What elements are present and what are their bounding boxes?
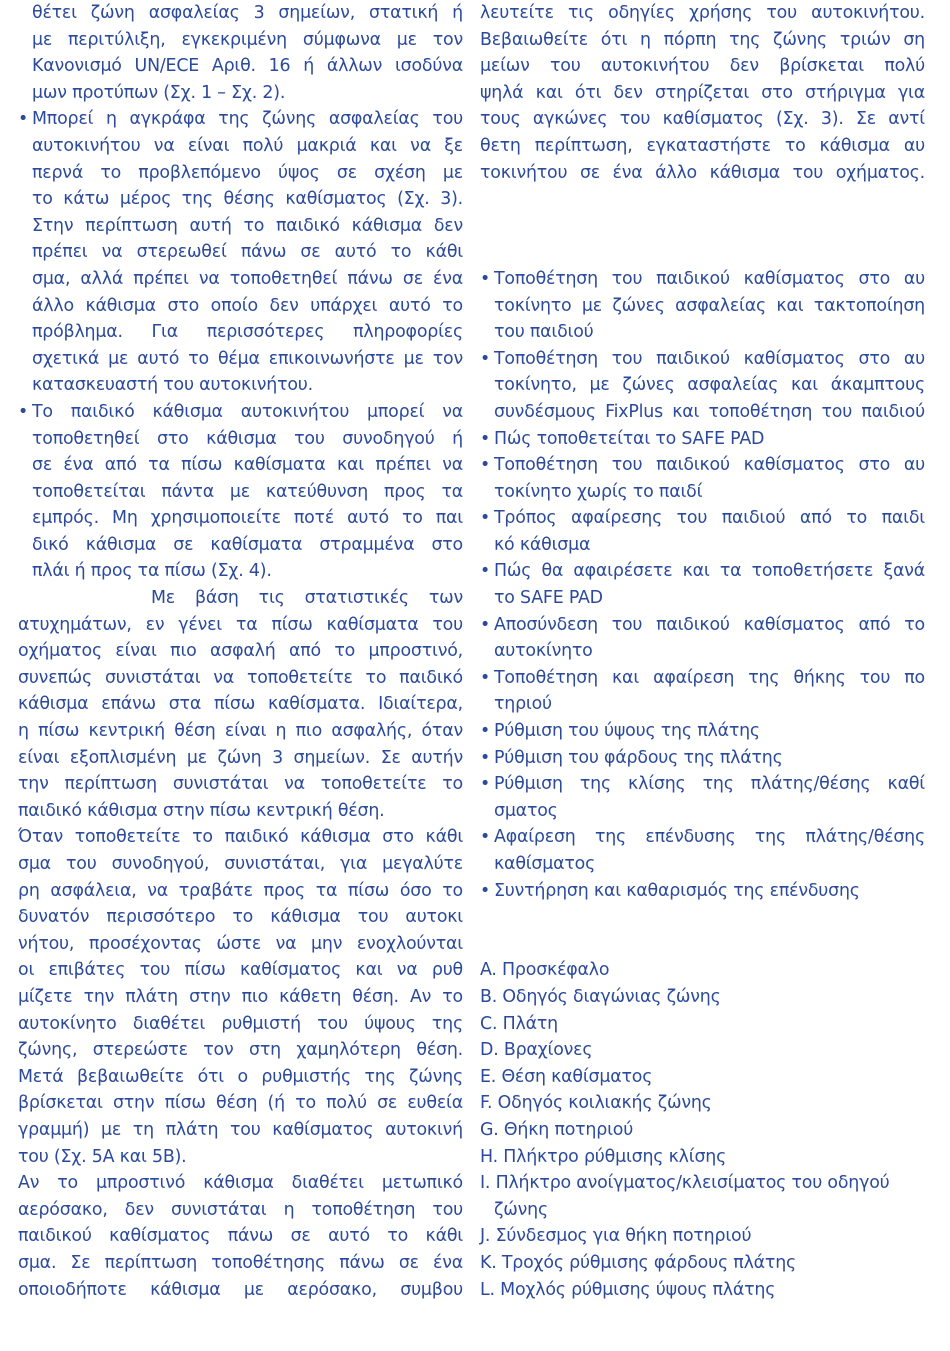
text-line: ψηλά και ότι δεν στηρίζεται στο στήριγμα για bbox=[480, 82, 925, 103]
part-label-line: D. Βραχίονες bbox=[480, 1040, 593, 1061]
contents-line: • Τοποθέτηση του παιδικού καθίσματος στο αυ bbox=[480, 346, 925, 373]
text-line: τοποθετείται πάντα με κατεύθυνση προς τα bbox=[32, 481, 463, 502]
text-line: πλάι ή προς τα πίσω (Σχ. 4). bbox=[32, 561, 272, 582]
text-line: παιδικού καθίσματος πάνω σε αυτό το κάθι bbox=[18, 1226, 463, 1247]
text-line: Στην περίπτωση αυτή το παιδικό κάθισμα δεν bbox=[32, 215, 463, 236]
text-line: σμα, αλλά πρέπει να τοποθετηθεί πάνω σε ένα bbox=[32, 268, 463, 289]
text-line: πρέπει να στερεωθεί πάνω σε αυτό το κάθι bbox=[32, 242, 463, 263]
contents-line: κό κάθισμα bbox=[494, 534, 591, 555]
text-line: ατυχημάτων, εν γένει τα πίσω καθίσματα του bbox=[18, 614, 463, 635]
text-line: μείων του αυτοκινήτου δεν βρίσκεται πολύ bbox=[480, 56, 925, 77]
spacer bbox=[480, 186, 925, 213]
text-line: με περιτύλιξη, εγκεκριμένη σύμφωνα με τον bbox=[32, 29, 463, 50]
spacer bbox=[480, 239, 925, 266]
contents-line: • Πώς τοποθετείται το SAFE PAD bbox=[480, 426, 925, 453]
right-column bbox=[480, 0, 925, 1303]
text-line: αυτοκίνητο διαθέτει ρυθμιστή του ύψους της bbox=[18, 1013, 463, 1034]
text-line: την περίπτωση συνιστάται να τοποθετείτε το bbox=[18, 774, 463, 795]
part-label-line: A. Προσκέφαλο bbox=[480, 960, 610, 981]
contents-line: • Τοποθέτηση και αφαίρεση της θήκης του πο bbox=[480, 665, 925, 692]
contents-line: συνδέσμους FixPlus και τοποθέτηση του παιδιού bbox=[494, 401, 925, 422]
text-line: πρόβλημα. Για περισσότερες πληροφορίες bbox=[32, 322, 463, 343]
text-line: παιδικό κάθισμα στην πίσω κεντρική θέση. bbox=[18, 800, 385, 821]
text-line: είναι εξοπλισμένη με ζώνη 3 σημείων. Σε αυτήν bbox=[18, 747, 463, 768]
text-line: σμα του συνοδηγού, συνιστάται, για μεγαλύτε bbox=[18, 854, 463, 874]
contents-line: • Ρύθμιση του φάρδους της πλάτης bbox=[480, 745, 925, 772]
text-line: νήτου, προσέχοντας ώστε να μην ενοχλούνται bbox=[18, 933, 463, 954]
part-label-line: F. Οδηγός κοιλιακής ζώνης bbox=[480, 1093, 712, 1114]
text-line: βρίσκεται στην πίσω θέση (ή το πολύ σε ευθεία bbox=[18, 1093, 463, 1114]
text-line: σχετικά με αυτό το θέμα επικοινωνήστε με τον bbox=[32, 348, 463, 369]
part-label-line: J. Σύνδεσμος για θήκη ποτηριού bbox=[480, 1226, 752, 1247]
part-label-line: L. Μοχλός ρύθμισης ύψους πλάτης bbox=[480, 1279, 776, 1300]
text-line: Βεβαιωθείτε ότι η πόρπη της ζώνης τριών ση bbox=[480, 29, 925, 50]
contents-list bbox=[480, 266, 925, 904]
text-line: Μετά βεβαιωθείτε ότι ο ρυθμιστής της ζώνης bbox=[18, 1066, 463, 1087]
contents-line: τοκίνητο, με ζώνες ασφαλείας και άκαμπτους bbox=[494, 375, 925, 396]
contents-line: τοκίνητο με ζώνες ασφαλείας και τακτοποίηση bbox=[494, 295, 925, 316]
text-line: Αν το μπροστινό κάθισμα διαθέτει μετωπικό bbox=[18, 1173, 463, 1194]
text-line: Όταν τοποθετείτε το παιδικό κάθισμα στο κάθι bbox=[18, 827, 463, 848]
text-line: θέτει ζώνη ασφαλείας 3 σημείων, στατική ή bbox=[32, 3, 463, 23]
text-line: κατασκευαστή του αυτοκινήτου. bbox=[32, 375, 313, 396]
text-line: δυνατόν περισσότερο το κάθισμα του αυτοκι bbox=[18, 907, 463, 928]
text-line: περνά το προβλεπόμενο ύψος σε σχέση με bbox=[32, 162, 463, 183]
contents-line: • Τοποθέτηση του παιδικού καθίσματος στο αυ bbox=[480, 266, 925, 293]
text-line: οχήματος είναι πιο ασφαλή από το μπροστινό, bbox=[18, 641, 463, 662]
contents-line: σματος bbox=[494, 800, 558, 821]
text-line: άλλο κάθισμα στο οποίο δεν υπάρχει αυτό το bbox=[32, 295, 463, 316]
text-line: η πίσω κεντρική θέση είναι η πιο ασφαλής, όταν bbox=[18, 721, 463, 742]
part-label-line: B. Οδηγός διαγώνιας ζώνης bbox=[480, 986, 721, 1007]
contents-line: τοκίνητο χωρίς το παιδί bbox=[494, 481, 703, 502]
spacer bbox=[480, 904, 925, 931]
text-line: σε ένα από τα πίσω καθίσματα και πρέπει να bbox=[32, 455, 463, 476]
contents-line: το SAFE PAD bbox=[494, 588, 603, 609]
text-line: σμα. Σε περίπτωση τοποθέτησης πάνω σε ένα bbox=[18, 1252, 463, 1273]
text-line: ζώνης, στερεώστε τον στη χαμηλότερη θέση. bbox=[18, 1040, 463, 1061]
text-line: λευτείτε τις οδηγίες χρήσης του αυτοκινήτου. bbox=[480, 3, 925, 23]
text-line: συνεπώς συνιστάται να τοποθετείτε το παιδικό bbox=[18, 667, 463, 688]
contents-line: • Αφαίρεση της επένδυσης της πλάτης/θέσης bbox=[480, 824, 925, 851]
text-line: μίζετε την πλάτη στην πιο κάθετη θέση. Αν το bbox=[18, 986, 463, 1007]
spacer bbox=[480, 213, 925, 240]
text-line: το κάτω μέρος της θέσης καθίσματος (Σχ. 3). bbox=[32, 189, 463, 210]
text-line: μων προτύπων (Σχ. 1 – Σχ. 2). bbox=[32, 82, 286, 103]
part-label-line: ζώνης bbox=[494, 1199, 548, 1220]
contents-line: • Αποσύνδεση του παιδικού καθίσματος από το bbox=[480, 612, 925, 639]
left-column bbox=[18, 0, 463, 1303]
contents-line: τηριού bbox=[494, 694, 552, 715]
text-line: οι επιβάτες του πίσω καθίσματος και να ρυθ bbox=[18, 960, 463, 981]
text-line: εμπρός. Μη χρησιμοποιείτε ποτέ αυτό το παι bbox=[32, 508, 463, 529]
text-line: τους αγκώνες του καθίσματος (Σχ. 3). Σε αντί bbox=[480, 109, 925, 130]
text-line: κάθισμα επάνω στα πίσω καθίσματα. Ιδιαίτερα, bbox=[18, 694, 463, 715]
text-line: γραμμή) με τη πλάτη του καθίσματος αυτοκινή bbox=[18, 1119, 463, 1140]
text-line: ρη ασφάλεια, να τραβάτε προς τα πίσω όσο το bbox=[18, 880, 463, 901]
text-line: τοποθετηθεί στο κάθισμα του συνοδηγού ή bbox=[32, 428, 463, 449]
part-label-line: I. Πλήκτρο ανοίγματος/κλεισίματος του οδηγού bbox=[480, 1173, 890, 1194]
contents-line: του παιδιού bbox=[494, 322, 594, 343]
text-line: δικό κάθισμα σε καθίσματα στραμμένα στο bbox=[32, 534, 463, 555]
contents-line: • Τρόπος αφαίρεσης του παιδιού από το παιδι bbox=[480, 505, 925, 532]
contents-line: • Ρύθμιση του ύψους της πλάτης bbox=[480, 718, 925, 745]
right-column-paragraph bbox=[480, 0, 925, 186]
text-line: Κανονισμό UN/ECE Αριθ. 16 ή άλλων ισοδύνα bbox=[32, 56, 463, 77]
parts-list bbox=[480, 957, 925, 1303]
part-label-line: H. Πλήκτρο ρύθμισης κλίσης bbox=[480, 1146, 727, 1167]
text-line: αυτοκινήτου να είναι πολύ μακριά και να ξε bbox=[32, 135, 463, 156]
part-label-line: G. Θήκη ποτηριού bbox=[480, 1119, 634, 1140]
text-line: του (Σχ. 5A και 5B). bbox=[18, 1146, 187, 1167]
text-line: Με βάση τις στατιστικές των bbox=[151, 588, 463, 609]
text-line: • Μπορεί η αγκράφα της ζώνης ασφαλείας του bbox=[18, 106, 463, 133]
text-line: τοκινήτου σε ένα άλλο κάθισμα του οχήματος. bbox=[480, 162, 925, 183]
part-label-line: K. Τροχός ρύθμισης φάρδους πλάτης bbox=[480, 1252, 797, 1273]
text-line: αερόσακο, δεν συνιστάται η τοποθέτηση του bbox=[18, 1199, 463, 1220]
contents-line: • Πώς θα αφαιρέσετε και τα τοποθετήσετε ξανά bbox=[480, 558, 925, 585]
text-line: θετη περίπτωση, εγκαταστήστε το κάθισμα αυ bbox=[480, 135, 925, 156]
contents-line: • Τοποθέτηση του παιδικού καθίσματος στο αυ bbox=[480, 452, 925, 479]
part-label-line: C. Πλάτη bbox=[480, 1013, 558, 1034]
part-label-line: E. Θέση καθίσματος bbox=[480, 1066, 653, 1087]
spacer bbox=[480, 931, 925, 958]
text-line: • Το παιδικό κάθισμα αυτοκινήτου μπορεί να bbox=[18, 399, 463, 426]
text-line: οποιοδήποτε κάθισμα με αερόσακο, συμβου bbox=[18, 1279, 463, 1300]
contents-line: καθίσματος bbox=[494, 854, 596, 874]
contents-line: • Συντήρηση και καθαρισμός της επένδυσης bbox=[480, 878, 925, 905]
contents-line: • Ρύθμιση της κλίσης της πλάτης/θέσης καθί bbox=[480, 771, 925, 798]
contents-line: αυτοκίνητο bbox=[494, 641, 593, 662]
